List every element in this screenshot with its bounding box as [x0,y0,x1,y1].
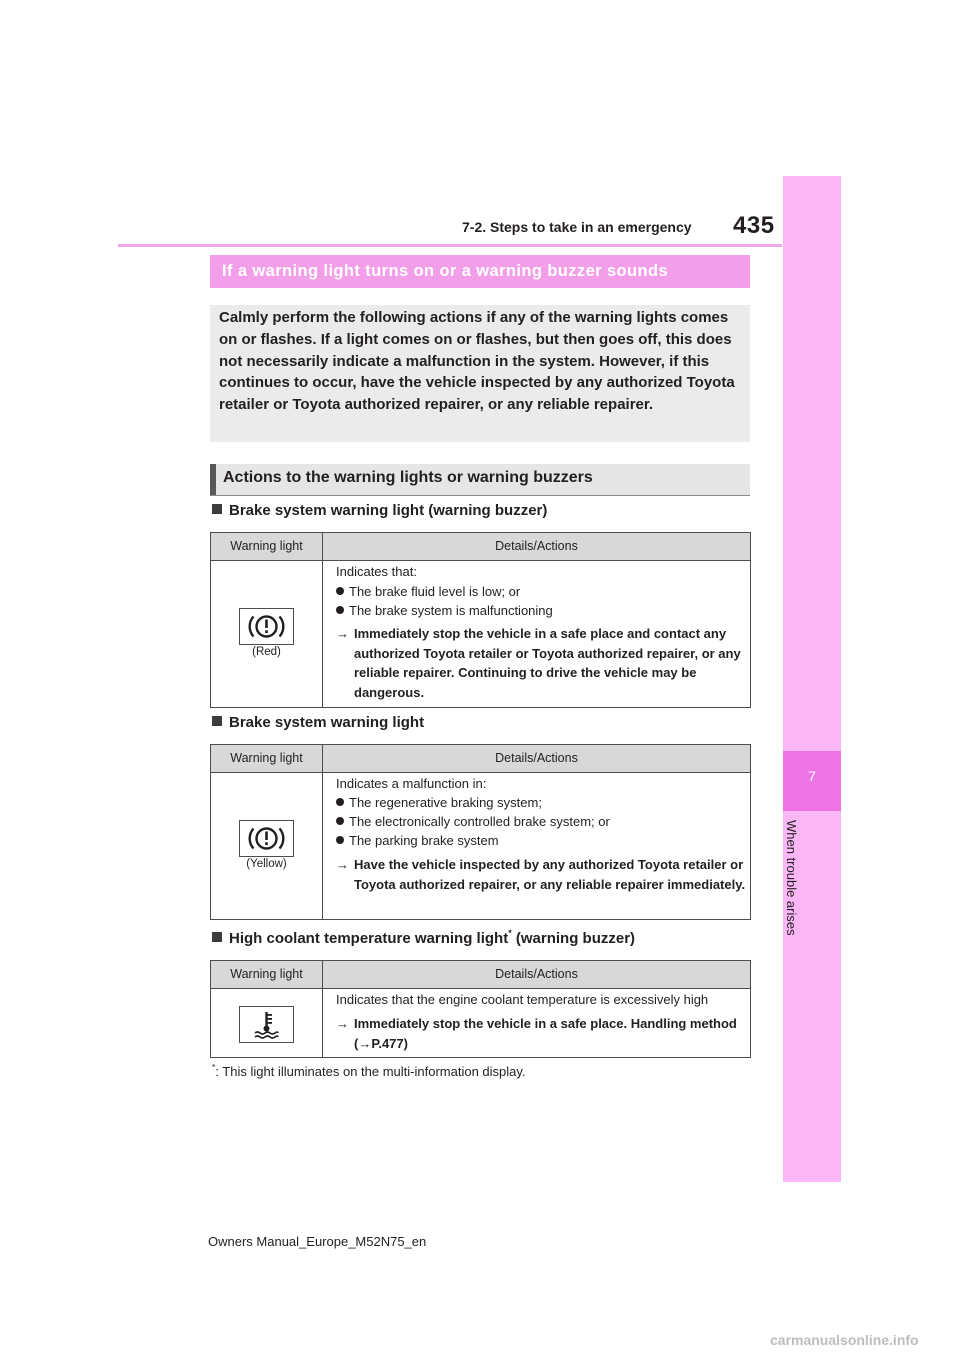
square-bullet-icon [212,504,222,514]
details-bullet: The regenerative braking system; [336,795,542,810]
details-lead: Indicates a malfunction in: [336,776,487,791]
details-lead: Indicates that: [336,564,417,579]
intro-box [210,305,750,442]
footnote [212,1064,526,1079]
details-cell [323,773,750,919]
icon-cell [211,989,323,1057]
details-cell [323,989,750,1057]
chapter-title-text: When trouble arises [784,820,799,936]
subheading [210,464,750,496]
square-bullet-icon [212,932,222,942]
details-cell [323,561,750,707]
item-title-text: Brake system warning light [229,714,425,731]
details-action: → Immediately stop the vehicle in a safe place and contact any authorized Toyota retailer or Toyota authorized repairer, or any reliable repairer. Continuing to drive the vehicle may be dangerous. [336,626,741,700]
header-details-actions: Details/Actions [495,967,578,981]
watermark: carmanualsonline.info [770,1332,919,1348]
header-details-actions: Details/Actions [495,539,578,553]
details-lead: Indicates that the engine coolant temperature is excessively high [336,992,709,1007]
bullet-dot-icon [336,817,344,825]
brake-warning-icon [239,608,294,645]
bullet-dot-icon [336,798,344,806]
brake-warning-icon [239,820,294,857]
header-warning-light: Warning light [211,961,323,988]
icon-color-label: (Red) [252,646,281,658]
header-details-actions: Details/Actions [495,751,578,765]
page-reference-link[interactable]: P.477) [371,1035,408,1051]
table-header-row [211,961,750,989]
arrow-icon: → [336,626,349,641]
details-bullet: The brake fluid level is low; or [336,584,520,599]
coolant-temperature-icon [239,1006,294,1043]
item-title-brake [212,714,424,731]
bullet-dot-icon [336,587,344,595]
item-title-text: Brake system warning light (warning buzzer) [229,502,548,519]
warning-table-coolant [210,960,751,1058]
header-warning-light: Warning light [211,745,323,772]
footnote-marker: * [508,928,512,938]
table-row [211,561,750,707]
details-action: → Immediately stop the vehicle in a safe place. Handling method (→P.477) [336,1016,737,1051]
details-bullet: The parking brake system [336,833,499,848]
square-bullet-icon [212,716,222,726]
details-bullet: The electronically controlled brake system; or [336,814,610,829]
bullet-dot-icon [336,606,344,614]
arrow-icon: → [336,1016,349,1031]
arrow-icon: → [358,1035,372,1051]
details-action: → Have the vehicle inspected by any authorized Toyota retailer or Toyota authorized repairer, or any reliable repairer immediately. [336,857,746,892]
warning-table-brake-red [210,532,751,708]
chapter-title [784,820,804,960]
header-divider [118,244,782,247]
chapter-number: 7 [808,768,816,784]
manual-id: Owners Manual_Europe_M52N75_en [208,1234,427,1249]
table-row [211,989,750,1057]
table-row [211,773,750,919]
section-label: 7-2. Steps to take in an emergency [462,219,692,235]
intro-text: Calmly perform the following actions if any of the warning lights comes on or flashes. If a light comes on or flashes, but then goes off, this does not necessarily indicate a malfunction in the system. However, if this continues to occur, have the vehicle inspected by any authorized Toyota retailer or Toyota authorized repairer, or any reliable repairer. [219,309,735,414]
item-title-brake-buzzer [212,502,547,519]
icon-color-label: (Yellow) [246,858,287,870]
bullet-dot-icon [336,836,344,844]
footnote-marker: * [212,1062,216,1072]
icon-cell [211,773,323,919]
item-title-coolant: High coolant temperature warning light* (warning buzzer) [212,930,635,947]
header-warning-light: Warning light [211,533,323,560]
warning-table-brake-yellow [210,744,751,920]
icon-cell [211,561,323,707]
details-bullet: The brake system is malfunctioning [336,603,553,618]
section-banner [210,255,750,288]
footnote-text: : This light illuminates on the multi-information display. [215,1064,526,1079]
table-header-row [211,533,750,561]
chapter-side-tab [783,176,841,1182]
subheading-text: Actions to the warning lights or warning buzzers [223,469,593,486]
table-header-row [211,745,750,773]
arrow-icon: → [336,857,349,872]
page-number: 435 [733,212,775,239]
subheading-bar [210,464,216,495]
banner-title: If a warning light turns on or a warning buzzer sounds [222,262,669,280]
